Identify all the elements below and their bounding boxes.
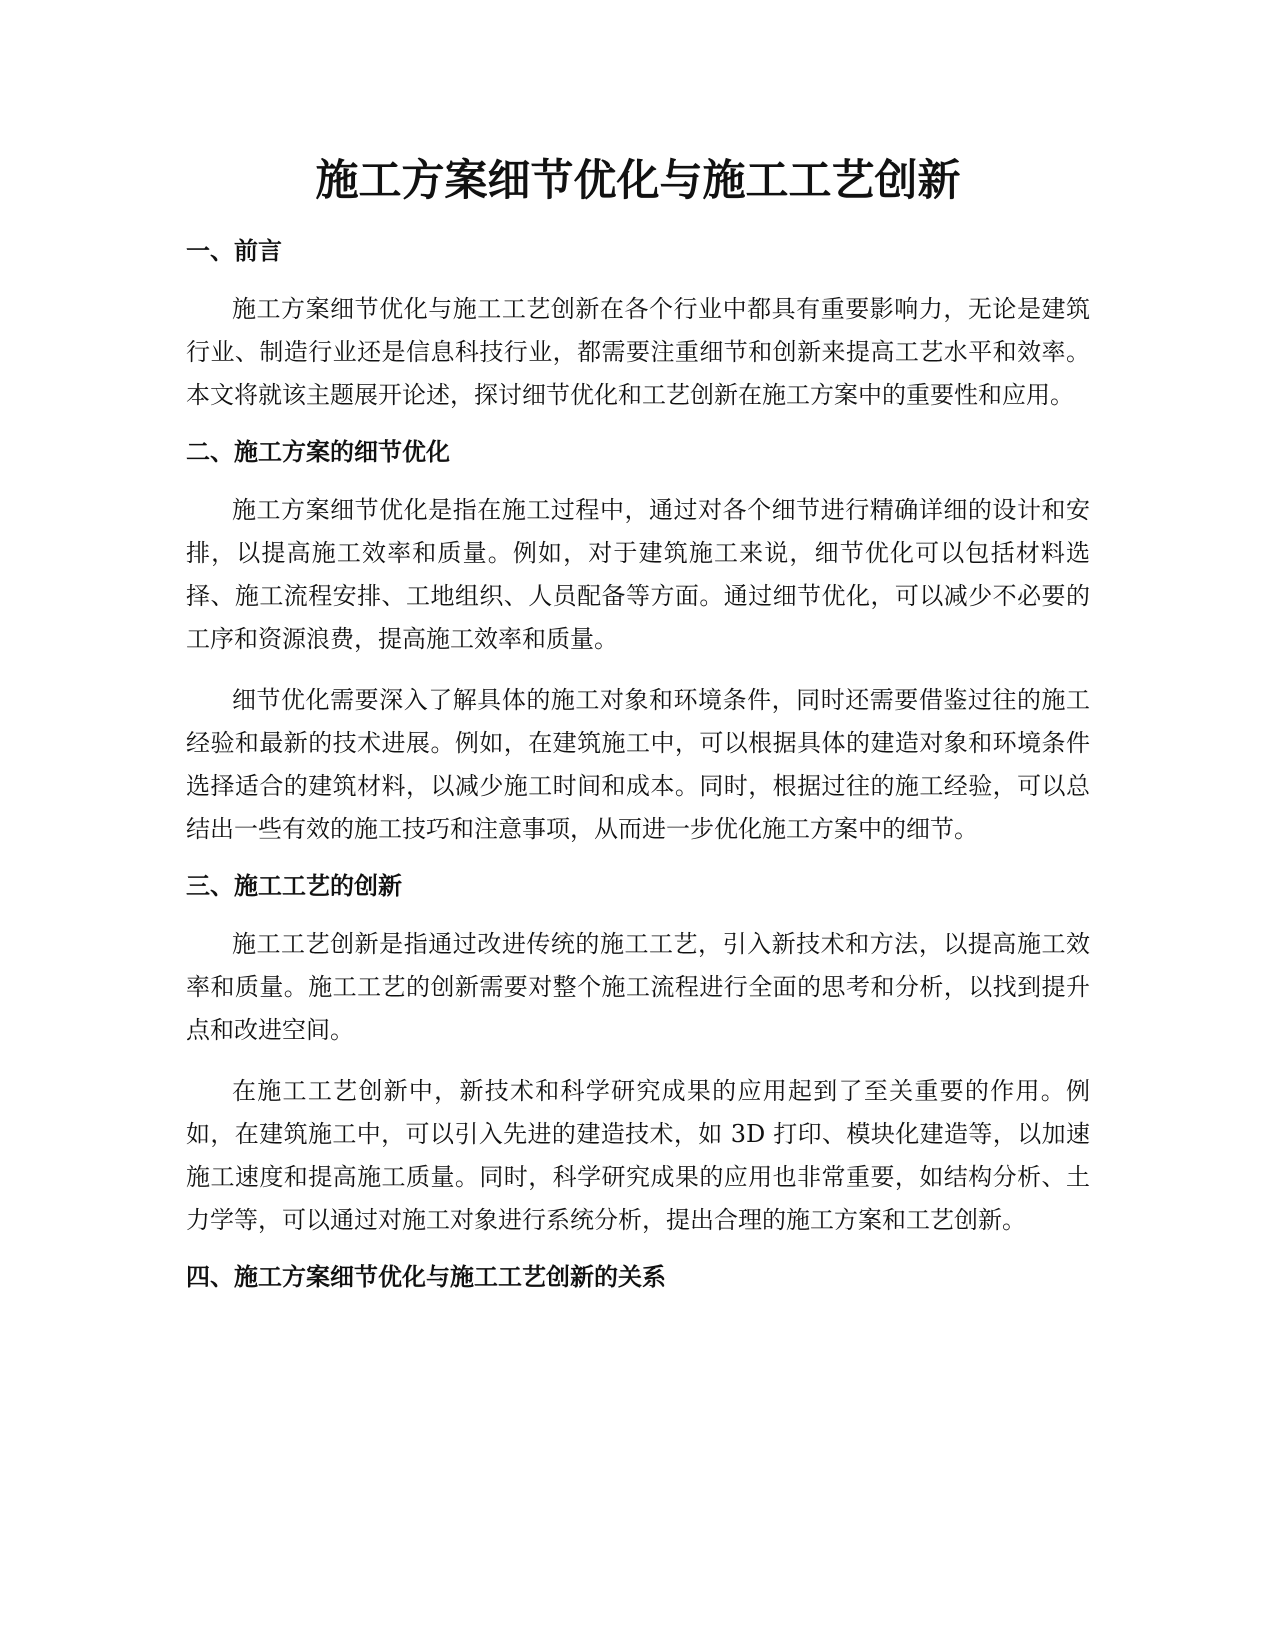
paragraph: 在施工工艺创新中，新技术和科学研究成果的应用起到了至关重要的作用。例如，在建筑施工中，可以引入先进的建造技术，如 3D 打印、模块化建造等，以加速施工速度和提高施工质量。同时，科学研究成果的应用也非常重要，如结构分析、土力学等，可以通过对施工对象进行系统分析，提出合理的施工方案和工艺创新。 xyxy=(186,1077,1090,1234)
document-content xyxy=(186,148,1090,1314)
section-preface xyxy=(186,234,1090,417)
paragraph: 细节优化需要深入了解具体的施工对象和环境条件，同时还需要借鉴过往的施工经验和最新的技术进展。例如，在建筑施工中，可以根据具体的建造对象和环境条件选择适合的建筑材料，以减少施工时间和成本。同时，根据过往的施工经验，可以总结出一些有效的施工技巧和注意事项，从而进一步优化施工方案中的细节。 xyxy=(186,686,1090,843)
section-process-innovation xyxy=(186,869,1090,1242)
section-heading: 一、前言 xyxy=(186,237,282,265)
paragraph: 施工方案细节优化是指在施工过程中，通过对各个细节进行精确详细的设计和安排，以提高施工效率和质量。例如，对于建筑施工来说，细节优化可以包括材料选择、施工流程安排、工地组织、人员配备等方面。通过细节优化，可以减少不必要的工序和资源浪费，提高施工效率和质量。 xyxy=(186,496,1090,653)
section-heading: 二、施工方案的细节优化 xyxy=(186,438,450,466)
paragraph: 施工工艺创新是指通过改进传统的施工工艺，引入新技术和方法，以提高施工效率和质量。施工工艺的创新需要对整个施工流程进行全面的思考和分析，以找到提升点和改进空间。 xyxy=(186,930,1090,1044)
paragraph: 施工方案细节优化与施工工艺创新在各个行业中都具有重要影响力，无论是建筑行业、制造行业还是信息科技行业，都需要注重细节和创新来提高工艺水平和效率。本文将就该主题展开论述，探讨细节优化和工艺创新在施工方案中的重要性和应用。 xyxy=(186,295,1090,409)
section-relationship xyxy=(186,1260,1090,1294)
document-title: 施工方案细节优化与施工工艺创新 xyxy=(315,156,961,206)
section-detail-optimization xyxy=(186,435,1090,851)
section-heading: 四、施工方案细节优化与施工工艺创新的关系 xyxy=(186,1263,666,1291)
section-heading: 三、施工工艺的创新 xyxy=(186,872,402,900)
